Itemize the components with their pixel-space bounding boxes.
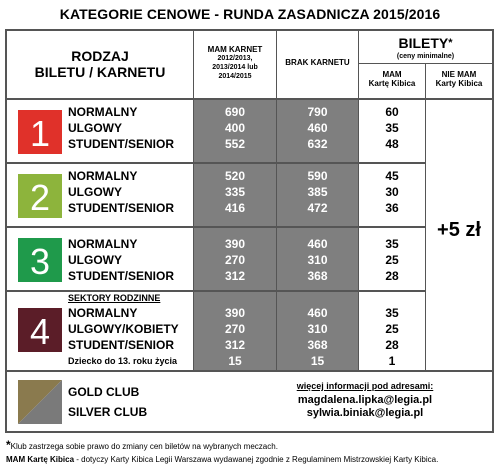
ticket-type: ULGOWY/KOBIETY xyxy=(68,322,179,336)
price-karnet: 520 xyxy=(224,169,246,183)
price-karta: 35 xyxy=(385,306,399,320)
gold-club: GOLD CLUB xyxy=(68,385,140,399)
price-brak: 460 xyxy=(307,306,328,320)
header-nie-mam xyxy=(426,70,492,88)
ticket-type: Dziecko do 13. roku życia xyxy=(68,356,178,366)
footnote-1 xyxy=(6,440,496,452)
price-karta: 28 xyxy=(385,269,399,283)
contact-email[interactable]: magdalena.lipka@legia.pl xyxy=(297,394,433,406)
ticket-type: STUDENT/SENIOR xyxy=(68,201,175,215)
ticket-type: NORMALNY xyxy=(68,105,138,119)
price-karnet: 270 xyxy=(224,322,246,336)
price-brak: 368 xyxy=(307,269,328,283)
contact-email[interactable]: sylwia.biniak@legia.pl xyxy=(306,407,424,419)
footnote-bold: MAM Kartę Kibica xyxy=(6,455,75,464)
price-karnet: 15 xyxy=(228,354,242,368)
header-mam-karte xyxy=(359,70,425,88)
price-brak: 310 xyxy=(307,253,328,267)
category-3-badge: 3 xyxy=(18,238,62,282)
price-karta: 30 xyxy=(385,185,399,199)
footnote-text: - dotyczy Karty Kibica Legii Warszawa wydawanej zgodnie z Regulaminem Mistrzowskiej Karty Kibica. xyxy=(74,455,439,464)
price-karta: 25 xyxy=(385,253,399,267)
price-brak: 310 xyxy=(307,322,328,336)
price-brak: 15 xyxy=(310,354,325,368)
ticket-type: ULGOWY xyxy=(68,121,122,135)
header-type-line2: BILETU / KARNETU xyxy=(34,64,166,80)
header-mam-karnet-label: MAM KARNET xyxy=(207,45,263,54)
price-karnet: 270 xyxy=(224,253,246,267)
ticket-type: STUDENT/SENIOR xyxy=(68,137,175,151)
price-karnet: 552 xyxy=(224,137,246,151)
price-karta: 45 xyxy=(385,169,399,183)
footnote-text: Klub zastrzega sobie prawo do zmiany cen biletów na wybranych meczach. xyxy=(10,442,278,451)
price-brak: 368 xyxy=(307,338,328,352)
contact-heading: więcej informacji pod adresami: xyxy=(296,381,434,391)
price-karta: 48 xyxy=(385,137,399,151)
ticket-type: NORMALNY xyxy=(68,237,138,251)
price-brak: 590 xyxy=(307,169,328,183)
price-karta: 28 xyxy=(385,338,399,352)
nie-mam-price: +5 zł xyxy=(437,219,481,241)
price-karnet: 312 xyxy=(224,338,246,352)
price-karnet: 312 xyxy=(224,269,246,283)
category-4-subtitle: SEKTORY RODZINNE xyxy=(68,293,161,303)
price-brak: 460 xyxy=(307,237,328,251)
divider xyxy=(358,63,492,64)
divider xyxy=(425,63,426,371)
price-brak: 472 xyxy=(307,201,328,215)
ticket-type: ULGOWY xyxy=(68,185,122,199)
price-karta: 35 xyxy=(385,237,399,251)
header-nie-mam-line: Karty Kibica xyxy=(435,79,483,88)
divider xyxy=(7,370,492,372)
header-type-line1: RODZAJ xyxy=(71,48,129,64)
price-karta: 35 xyxy=(385,121,399,135)
header-bilety-label: BILETY xyxy=(398,35,449,51)
price-karta: 25 xyxy=(385,322,399,336)
price-brak: 632 xyxy=(307,137,328,151)
divider xyxy=(425,98,492,100)
header-mam-karnet-sub: 2012/2013, xyxy=(217,55,253,62)
category-4-badge: 4 xyxy=(18,308,62,352)
ticket-type: ULGOWY xyxy=(68,253,122,267)
price-karnet: 390 xyxy=(224,237,246,251)
price-brak: 460 xyxy=(307,121,328,135)
price-karnet: 400 xyxy=(224,121,246,135)
asterisk-icon: * xyxy=(6,438,11,452)
header-nie-mam-line: NIE MAM xyxy=(441,70,477,79)
category-1-badge: 1 xyxy=(18,110,62,154)
header-bilety xyxy=(359,35,492,51)
price-karta: 60 xyxy=(385,105,399,119)
price-karta: 36 xyxy=(385,201,399,215)
ticket-type: NORMALNY xyxy=(68,306,138,320)
header-brak-karnetu: BRAK KARNETU xyxy=(285,58,350,67)
header-bilety-sub: (ceny minimalne) xyxy=(396,53,455,60)
category-2-badge: 2 xyxy=(18,174,62,218)
page-title: KATEGORIE CENOWE - RUNDA ZASADNICZA 2015/2016 xyxy=(59,6,441,22)
club-swatch-icon xyxy=(18,380,62,424)
header-mam-karnet xyxy=(194,45,276,81)
header-mam-karte-line: MAM xyxy=(382,70,402,79)
ticket-type: NORMALNY xyxy=(68,169,138,183)
silver-club: SILVER CLUB xyxy=(68,405,148,419)
price-brak: 385 xyxy=(307,185,328,199)
price-karnet: 390 xyxy=(224,306,246,320)
header-mam-karnet-sub: 2013/2014 lub xyxy=(212,64,258,71)
ticket-type: STUDENT/SENIOR xyxy=(68,269,175,283)
price-karta: 1 xyxy=(388,354,396,368)
price-karnet: 690 xyxy=(224,105,246,119)
price-karnet: 416 xyxy=(224,201,246,215)
header-mam-karte-line: Kartę Kibica xyxy=(368,79,416,88)
asterisk-icon: * xyxy=(448,37,453,49)
ticket-type: STUDENT/SENIOR xyxy=(68,338,175,352)
header-type xyxy=(7,48,193,80)
footnote-2 xyxy=(6,455,496,465)
price-karnet: 335 xyxy=(224,185,246,199)
header-mam-karnet-sub: 2014/2015 xyxy=(218,73,252,80)
price-brak: 790 xyxy=(307,105,328,119)
